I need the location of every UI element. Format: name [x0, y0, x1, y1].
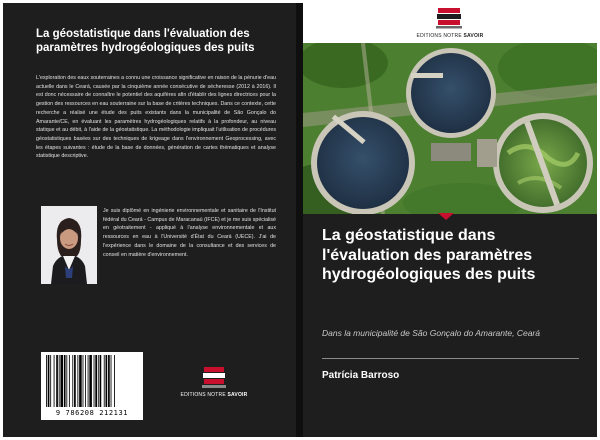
- publisher-logo-back: [179, 365, 249, 405]
- front-cover-title: La géostatistique dans l'évaluation des paramètres hydrogéologiques des puits: [322, 227, 536, 283]
- publisher-bold: SAVOIR: [227, 392, 248, 398]
- stacked-books-icon: [201, 365, 227, 389]
- author-photo: [41, 206, 97, 284]
- barcode-icon: [45, 355, 139, 407]
- front-cover-subtitle: Dans la municipalité de São Gonçalo do Amarante, Ceará: [322, 328, 540, 338]
- isbn-digits: 9 786208 212131: [55, 409, 129, 417]
- stacked-books-icon: [434, 7, 464, 29]
- publisher-prefix: EDITIONS NOTRE: [180, 392, 228, 398]
- photo-pointer-accent: [438, 213, 454, 220]
- back-cover-title: La géostatistique dans l'évaluation des paramètres hydrogéologiques des puits: [36, 28, 255, 54]
- book-spine: [296, 3, 303, 437]
- front-cover-author: Patrícia Barroso: [322, 370, 400, 381]
- barcode: [41, 352, 143, 420]
- publisher-name-back: [179, 392, 249, 398]
- publisher-name-front: [303, 33, 597, 39]
- front-publisher-header: [303, 3, 597, 43]
- cover-photo-water-treatment: [303, 43, 597, 214]
- publisher-bold: SAVOIR: [463, 33, 484, 39]
- title-divider: [322, 358, 579, 359]
- front-cover: [303, 3, 597, 437]
- publisher-prefix: EDITIONS NOTRE: [416, 33, 464, 39]
- author-bio: Je suis diplômé en ingénierie environnementale et sanitaire de l'Institut fédéral du Ceará - Campus de Maracanaú (IFCE) et je me suis spécialisé en géotraitement - appliqué à l'analyse environnementale et aux ressources en eau à l'Université d'État du Ceará (UECE). J'ai de l'expérience dans le domaine de la consultance et des services de conseil en matière d'environnement.: [103, 208, 276, 258]
- back-cover-abstract: L'exploration des eaux souterraines a connu une croissance significative en raison de la pénurie d'eau actuelle dans le Ceará, causée par la cinquième année consécutive de sécheresse (2012 à 2016). Il est donc nécessaire de connaître le potentiel des aquifères afin d'établir des lignes directrices pour la gestion des ressources en eau souterraine sur la base de critères techniques. Dans ce contexte, cette recherche a réalisé une étude des puits existants dans la municipalité de São Gonçalo do Amarante/CE, en évaluant les paramètres hydrogéologiques relatifs à la profondeur, au niveau statique et au débit, à l'aide de la géostatistique. La méthodologie impliquait l'utilisation de procédures géostatistiques basées sur des techniques de krigeage dans l'environnement Geoprocessing, avec les étapes suivantes : étude de la base de données, génération de cartes thématiques et analyse statistique descriptive.: [36, 75, 276, 160]
- back-cover: [3, 3, 296, 437]
